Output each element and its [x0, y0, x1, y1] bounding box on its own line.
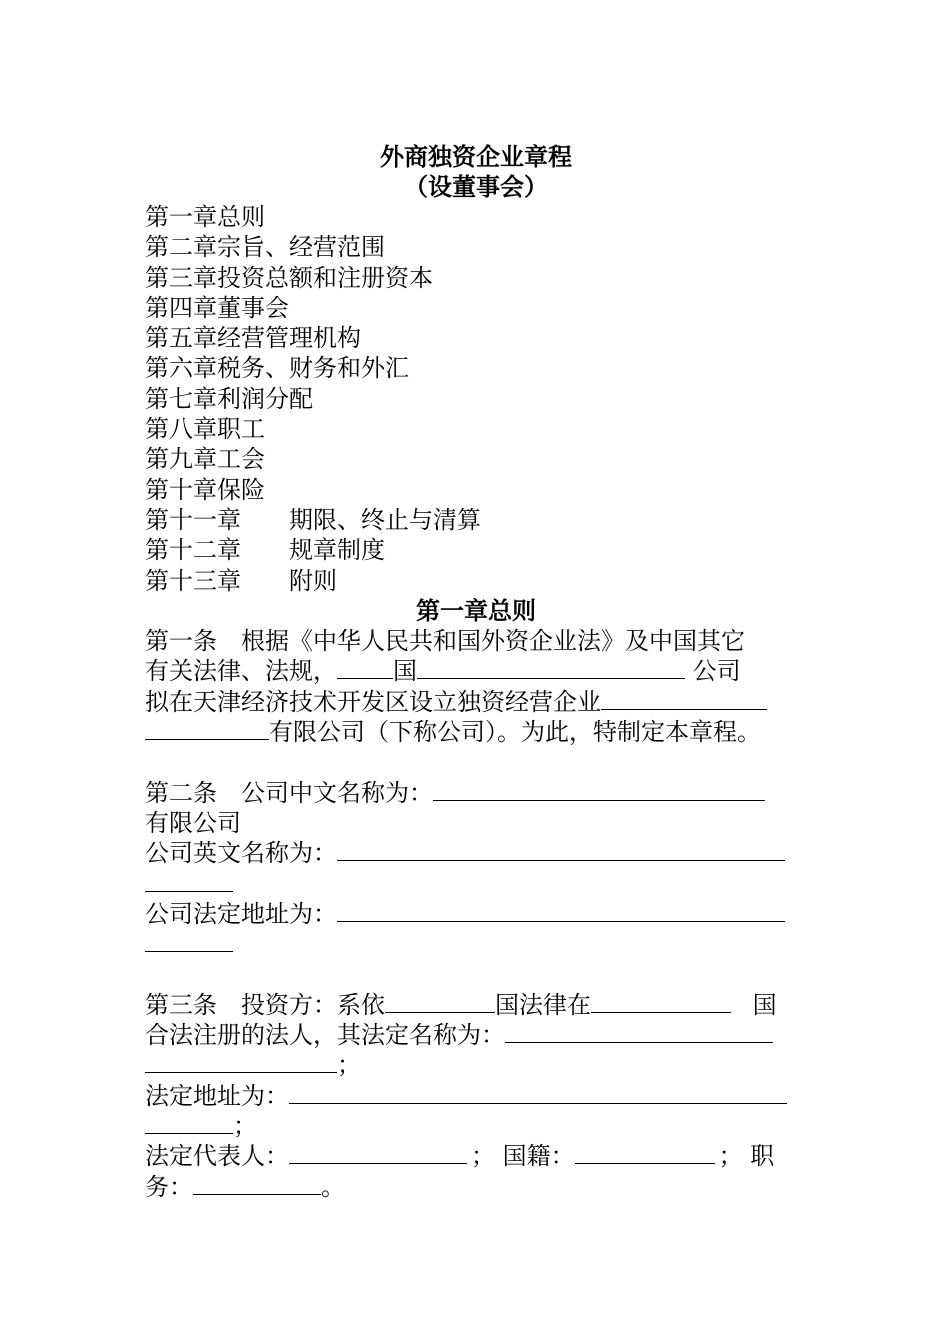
- fill-blank[interactable]: [505, 1020, 773, 1043]
- document-title: 外商独资企业章程: [380, 142, 572, 171]
- fill-blank[interactable]: [337, 899, 785, 922]
- fill-blank[interactable]: [417, 656, 685, 679]
- toc-item: 第三章投资总额和注册资本: [145, 263, 433, 292]
- article-text: [145, 929, 807, 959]
- toc-chapter-name: 规章制度: [289, 536, 385, 565]
- toc-chapter-number: 第十一章: [145, 505, 241, 534]
- article-text: 务： 。: [145, 1172, 345, 1201]
- fill-blank[interactable]: [591, 990, 731, 1013]
- article-text: ；: [145, 1111, 807, 1141]
- fill-blank[interactable]: [337, 656, 393, 679]
- toc-item: 第四章董事会: [145, 293, 289, 322]
- fill-blank[interactable]: [289, 1141, 467, 1164]
- fill-blank[interactable]: [145, 717, 269, 740]
- fill-blank[interactable]: [337, 838, 785, 861]
- toc-item: [145, 505, 807, 535]
- fill-blank[interactable]: [193, 1172, 321, 1195]
- article-1: [145, 626, 807, 747]
- toc-item: 第十章保险: [145, 475, 265, 504]
- article-3: [145, 990, 807, 1202]
- toc-chapter-name: 期限、终止与清算: [289, 505, 481, 534]
- article-text: 有关法律、法规， 国 公司: [145, 657, 741, 686]
- article-2: [145, 778, 807, 960]
- article-text: 有限公司（下称公司）。为此，特制定本章程。: [145, 717, 807, 747]
- toc-item: [145, 566, 807, 596]
- article-text: 公司法定地址为：: [145, 899, 807, 929]
- toc-item: 第一章总则: [145, 203, 265, 231]
- toc-item: 第九章工会: [145, 445, 265, 474]
- toc-item: 第八章职工: [145, 415, 265, 444]
- fill-blank[interactable]: [289, 1081, 787, 1104]
- fill-blank[interactable]: [145, 929, 233, 952]
- toc-item: 第七章利润分配: [145, 384, 313, 413]
- toc-item: [145, 535, 807, 565]
- article-text: 公司英文名称为：: [145, 838, 807, 868]
- fill-blank[interactable]: [145, 1050, 337, 1073]
- toc-chapter-number: 第十二章: [145, 536, 241, 565]
- article-text: 法定代表人： ； 国籍： ； 职: [145, 1142, 775, 1171]
- toc-item: 第五章经营管理机构: [145, 324, 361, 353]
- table-of-contents: [145, 202, 807, 596]
- fill-blank[interactable]: [385, 990, 495, 1013]
- article-text: 第二条 公司中文名称为：: [145, 778, 807, 808]
- fill-blank[interactable]: [575, 1141, 715, 1164]
- article-text: 合法注册的法人，其法定名称为：: [145, 1020, 807, 1050]
- fill-blank[interactable]: [145, 869, 233, 892]
- article-text: ；: [145, 1050, 807, 1080]
- toc-item: 第六章税务、财务和外汇: [145, 354, 409, 383]
- article-text: 拟在天津经济技术开发区设立独资经营企业: [145, 687, 807, 717]
- fill-blank[interactable]: [601, 687, 767, 710]
- document-subtitle: （设董事会）: [404, 172, 548, 201]
- article-text: 第一条 根据《中华人民共和国外资企业法》及中国其它: [145, 627, 745, 656]
- article-text: 第三条 投资方：系依 国法律在 国: [145, 990, 777, 1019]
- document-page: [145, 142, 807, 1202]
- toc-chapter-number: 第十三章: [145, 566, 241, 595]
- fill-blank[interactable]: [145, 1111, 233, 1134]
- article-text: 有限公司: [145, 808, 241, 837]
- article-text: [145, 869, 807, 899]
- toc-item: 第二章宗旨、经营范围: [145, 233, 385, 262]
- toc-chapter-name: 附则: [289, 566, 337, 595]
- article-text: 法定地址为：: [145, 1081, 807, 1111]
- chapter-heading: 第一章总则: [416, 595, 536, 625]
- fill-blank[interactable]: [433, 778, 765, 801]
